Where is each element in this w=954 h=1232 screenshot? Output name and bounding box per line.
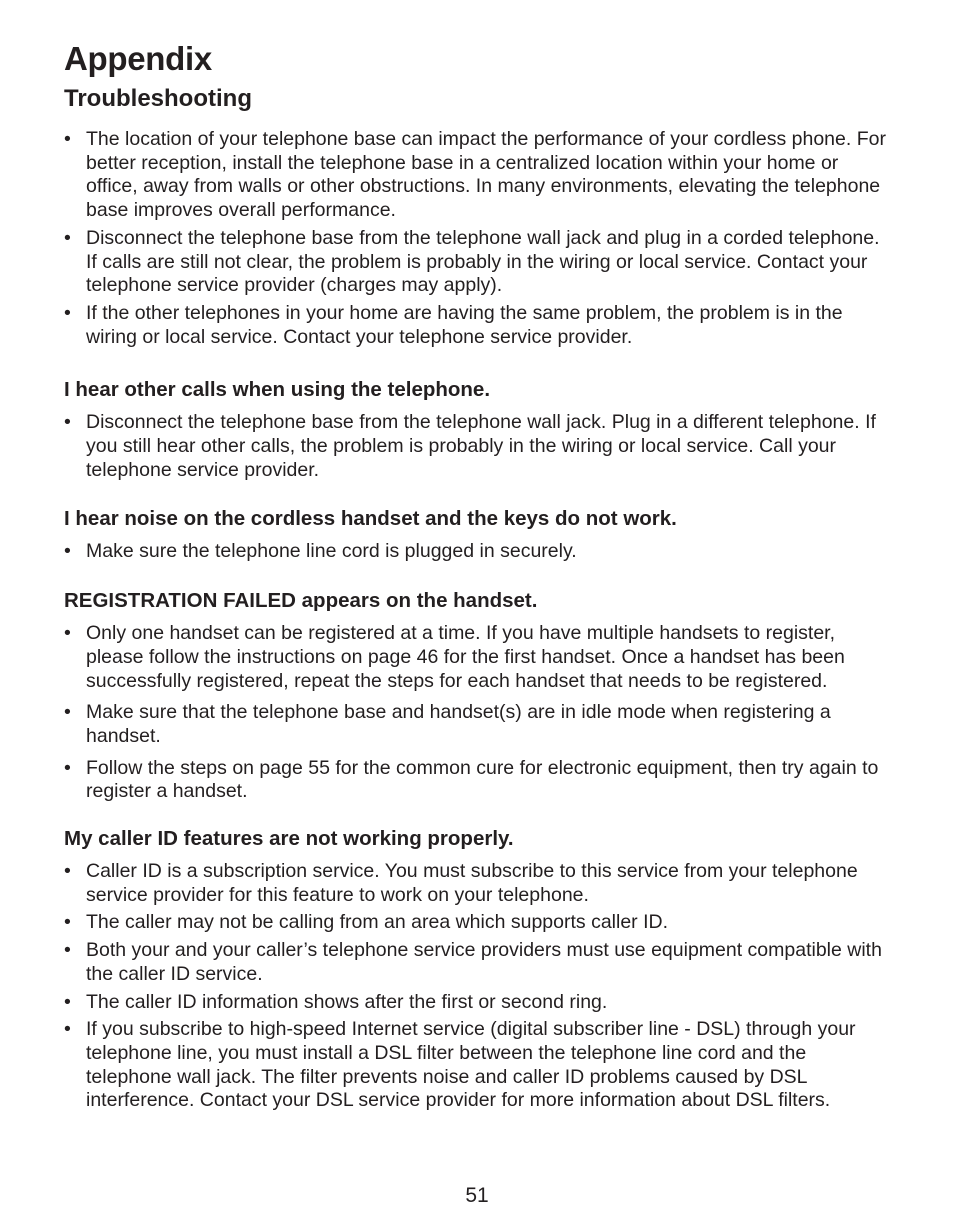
intro-bullet-list: [64, 128, 894, 349]
bullet-icon: •: [64, 756, 71, 779]
bullet-list: [64, 540, 894, 564]
list-item: [64, 540, 894, 564]
bullet-icon: •: [64, 622, 71, 645]
list-item-text: The caller may not be calling from an area which supports caller ID.: [86, 911, 669, 934]
list-item: [64, 757, 894, 804]
bullet-icon: •: [64, 540, 71, 563]
list-item: [64, 411, 894, 482]
list-item: [64, 128, 894, 223]
bullet-icon: •: [64, 1018, 71, 1041]
list-item-text: The location of your telephone base can impact the performance of your cordless phone. For better reception, install the telephone base in a centralized location within your home or office, away from walls or other obstructions. In many environments, elevating the telephone base improves overall performance.: [86, 128, 886, 222]
bullet-list: [64, 411, 894, 482]
section-registration-failed: [64, 588, 894, 804]
bullet-icon: •: [64, 860, 71, 883]
list-item: [64, 227, 894, 298]
list-item: [64, 302, 894, 349]
list-item: [64, 701, 894, 748]
bullet-icon: •: [64, 911, 71, 934]
list-item-text: Disconnect the telephone base from the telephone wall jack and plug in a corded telephone. If calls are still not clear, the problem is probably in the wiring or local service. Contact your telephone service provider (charges may apply).: [86, 226, 880, 297]
list-item-text: The caller ID information shows after the first or second ring.: [86, 990, 608, 1013]
section-caller-id: [64, 826, 894, 1113]
list-item: [64, 1018, 894, 1113]
list-item: [64, 911, 894, 935]
bullet-icon: •: [64, 301, 71, 324]
bullet-icon: •: [64, 701, 71, 724]
list-item-text: Disconnect the telephone base from the telephone wall jack. Plug in a different telephone. If you still hear other calls, the problem is probably in the wiring or local service. Call your telephone service provider.: [86, 411, 876, 481]
section-heading: I hear noise on the cordless handset and the keys do not work.: [64, 507, 677, 531]
section-heading: I hear other calls when using the telephone.: [64, 378, 491, 402]
page-title: Appendix: [64, 40, 212, 77]
list-item: [64, 991, 894, 1015]
bullet-list: [64, 860, 894, 1113]
list-item-text: Only one handset can be registered at a time. If you have multiple handsets to register, please follow the instructions on page 46 for the first handset. Once a handset has been successfully registered, repeat the steps for each handset that needs to be registered.: [86, 622, 845, 692]
bullet-icon: •: [64, 939, 71, 962]
list-item: [64, 860, 894, 907]
list-item-text: Both your and your caller’s telephone service providers must use equipment compatible with the caller ID service.: [86, 939, 882, 985]
bullet-icon: •: [64, 411, 71, 434]
section-heading: My caller ID features are not working properly.: [64, 827, 514, 851]
list-item-text: Make sure the telephone line cord is plugged in securely.: [86, 540, 577, 563]
list-item-text: Caller ID is a subscription service. You must subscribe to this service from your telephone service provider for this feature to work on your telephone.: [86, 860, 858, 906]
bullet-icon: •: [64, 128, 71, 150]
list-item-text: Make sure that the telephone base and handset(s) are in idle mode when registering a handset.: [86, 701, 831, 747]
list-item: [64, 622, 894, 693]
section-title-troubleshooting: Troubleshooting: [64, 85, 252, 112]
list-item-text: If the other telephones in your home are having the same problem, the problem is in the wiring or local service. Contact your telephone service provider.: [86, 301, 843, 348]
bullet-icon: •: [64, 226, 71, 249]
section-noise-keys: [64, 506, 894, 564]
section-heading: REGISTRATION FAILED appears on the handset.: [64, 589, 538, 613]
bullet-list: [64, 622, 894, 804]
page-number: 51: [465, 1184, 489, 1207]
section-other-calls: [64, 377, 894, 482]
list-item-text: Follow the steps on page 55 for the common cure for electronic equipment, then try again to register a handset.: [86, 756, 879, 803]
list-item-text: If you subscribe to high-speed Internet service (digital subscriber line - DSL) through your telephone line, you must install a DSL filter between the telephone line cord and the telephone wall jack. The filter prevents noise and caller ID problems caused by DSL interference. Contact your DSL service provider for more information about DSL filters.: [86, 1018, 856, 1112]
document-page: [64, 38, 894, 1117]
bullet-icon: •: [64, 990, 71, 1013]
list-item: [64, 939, 894, 986]
